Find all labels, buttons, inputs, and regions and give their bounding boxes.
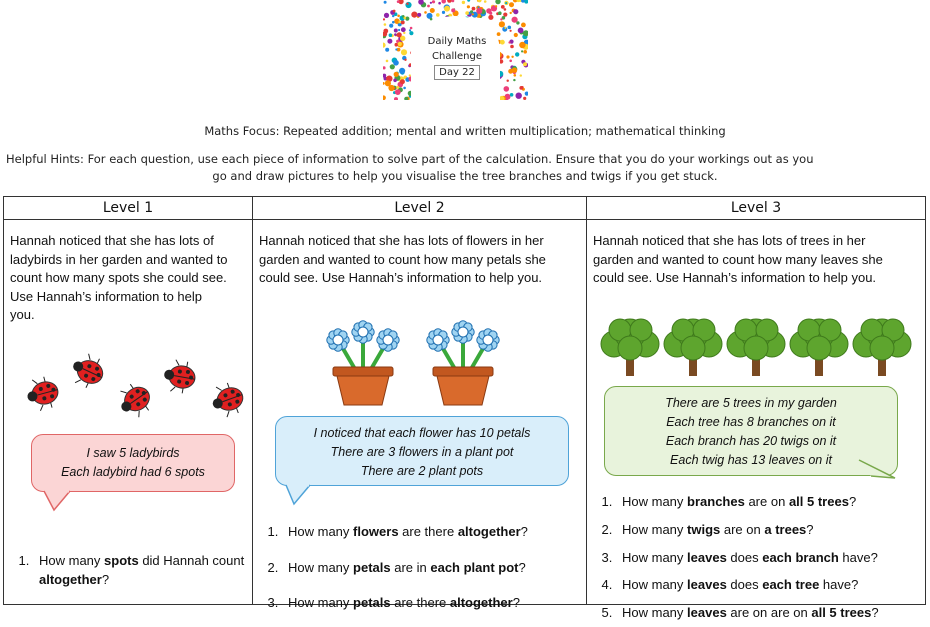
question: 4. How many leaves does each tree have?	[616, 571, 930, 599]
question: 2. How many petals are in each plant pot?	[282, 550, 602, 586]
flower-pot-icon	[327, 321, 399, 405]
level-2-column	[253, 220, 587, 610]
bubble-line: I noticed that each flower has 10 petals	[313, 426, 531, 440]
ladybird-icon	[113, 378, 157, 422]
level-2-intro	[259, 232, 546, 288]
intro-line: Hannah noticed that she has lots of flowers in her	[259, 233, 544, 248]
bubble-line: Each branch has 20 twigs on it	[665, 434, 837, 448]
levels-table	[3, 196, 926, 621]
question: 1. How many spots did Hannah count altogether?	[33, 552, 265, 589]
banner-line-1: Daily Maths	[427, 36, 487, 47]
question: 3. How many leaves does each branch have?	[616, 544, 930, 572]
level-1-speech-bubble	[31, 434, 235, 492]
banner-line-2: Challenge	[432, 51, 482, 62]
bubble-line: I saw 5 ladybirds	[86, 446, 180, 460]
intro-line: Hannah noticed that she has lots of	[10, 233, 214, 248]
ladybird-icon	[208, 380, 248, 421]
trees-illustration	[587, 320, 926, 382]
bubble-tail	[286, 484, 316, 506]
bubble-line: There are 2 plant pots	[360, 464, 484, 478]
intro-line: could see. Use Hannah’s information to help you.	[259, 270, 543, 286]
question: 3. How many petals are there altogether?	[282, 585, 602, 621]
bubble-line: Each tree has 8 branches on it	[666, 415, 836, 429]
bubble-tail	[857, 460, 897, 480]
question: 2. How many twigs are on a trees?	[616, 516, 930, 544]
level-1-heading: Level 1	[4, 197, 253, 220]
bubble-line: Each twig has 13 leaves on it	[670, 453, 832, 467]
intro-line: Hannah noticed that she has lots of trees in her	[593, 233, 866, 248]
level-3-intro	[593, 232, 883, 288]
intro-line: ladybirds in her garden and wanted to	[10, 251, 228, 267]
level-2-speech-bubble	[275, 416, 569, 486]
flower-pots-illustration	[253, 320, 587, 410]
question: 5. How many leaves are on are on all 5 trees?	[616, 599, 930, 627]
ladybird-icon	[23, 374, 61, 413]
level-2-heading: Level 2	[253, 197, 587, 220]
level-1-questions	[11, 552, 265, 589]
question: 1. How many flowers are there altogether?	[282, 514, 602, 550]
tree-icon	[727, 319, 785, 376]
ladybirds-illustration	[4, 355, 253, 425]
banner-text	[427, 34, 487, 80]
helpful-hints-line-1: Helpful Hints: For each question, use each piece of information to solve part of the calculation. Ensure that you do your workings out as you	[6, 152, 814, 166]
flower-pot-icon	[427, 321, 499, 405]
banner-day: Day 22	[434, 65, 480, 80]
tree-icon	[790, 319, 848, 376]
level-3-questions	[594, 488, 930, 627]
tree-icon	[664, 319, 722, 376]
ladybird-icon	[161, 358, 197, 395]
intro-line: garden and wanted to count how many leaves she	[593, 251, 883, 267]
level-3-heading: Level 3	[587, 197, 926, 220]
tree-icon	[601, 319, 659, 376]
helpful-hints-line-2: go and draw pictures to help you visualise the tree branches and twigs if you get stuck.	[212, 169, 718, 183]
helpful-hints	[6, 151, 924, 185]
intro-line: garden and wanted to count how many petals she	[259, 251, 546, 267]
bubble-line: Each ladybird had 6 spots	[61, 465, 205, 479]
question: 1. How many branches are on all 5 trees?	[616, 488, 930, 516]
tree-icon	[853, 319, 911, 376]
intro-line: count how many spots she could see.	[10, 270, 227, 286]
ladybird-icon	[67, 350, 109, 392]
level-1-intro	[10, 232, 228, 325]
level-2-questions	[260, 514, 602, 621]
intro-line: you.	[10, 307, 35, 323]
intro-line: Use Hannah’s information to help	[10, 288, 202, 304]
intro-line: could see. Use Hannah’s information to help you.	[593, 270, 877, 286]
level-1-column	[4, 220, 253, 605]
bubble-line: There are 5 trees in my garden	[665, 396, 837, 410]
maths-focus: Maths Focus: Repeated addition; mental and written multiplication; mathematical thinking	[204, 124, 726, 138]
bubble-line: There are 3 flowers in a plant pot	[330, 445, 514, 459]
bubble-tail	[44, 490, 74, 512]
level-3-column	[587, 220, 926, 621]
level-3-speech-bubble	[604, 386, 898, 476]
title-banner	[383, 0, 528, 100]
